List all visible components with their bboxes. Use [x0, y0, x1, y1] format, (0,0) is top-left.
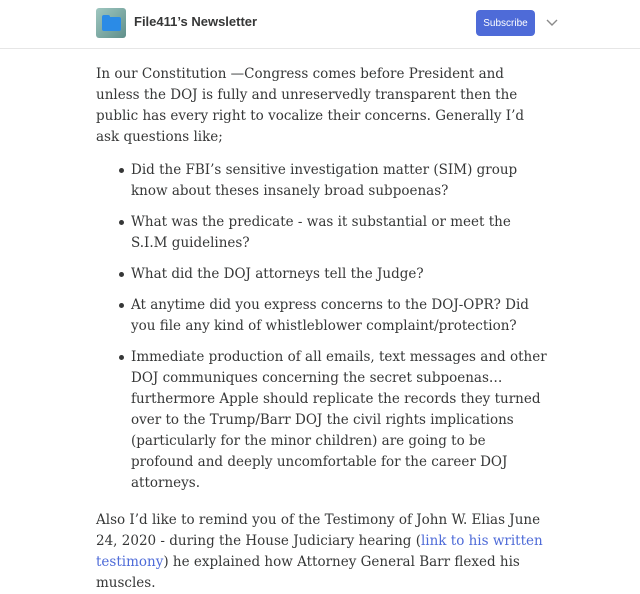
newsletter-header	[0, 0, 640, 49]
list-item: Immediate production of all emails, text messages and other DOJ communiques concerning the secret subpoenas… furthermore Apple should replicate the records they turned over to the Trump/Barr DOJ the civil rights implications (particularly for the minor children) are going to be profound and deeply uncomfortable for the career DOJ attorneys.	[96, 347, 548, 494]
chevron-down-icon[interactable]	[545, 15, 559, 29]
newsletter-title[interactable]: File411’s Newsletter	[134, 14, 258, 29]
bullet-icon	[119, 220, 124, 225]
intro-paragraph: In our Constitution —Congress comes before President and unless the DOJ is fully and unreservedly transparent then the public has every right to vocalize their concerns. Generally I’d ask questions like;	[96, 66, 525, 145]
list-item: Did the FBI’s sensitive investigation matter (SIM) group know about theses insanely broad subpoenas?	[96, 160, 548, 202]
list-item: What did the DOJ attorneys tell the Judge?	[96, 264, 548, 285]
subscribe-button[interactable]: Subscribe	[476, 10, 535, 36]
folder-icon[interactable]	[96, 8, 126, 38]
bullet-icon	[119, 303, 124, 308]
bullet-icon	[119, 168, 124, 173]
list-item: What was the predicate - was it substantial or meet the S.I.M guidelines?	[96, 212, 548, 254]
bullet-icon	[119, 355, 124, 360]
testimony-link[interactable]: link to his written testimony	[96, 533, 543, 570]
list-item: At anytime did you express concerns to the DOJ-OPR? Did you file any kind of whistleblower complaint/protection?	[96, 295, 548, 337]
question-list	[96, 160, 548, 494]
article-body	[96, 64, 548, 594]
closing-paragraph: Also I’d like to remind you of the Testimony of John W. Elias June 24, 2020 - during the House Judiciary hearing (link to his written testimony) he explained how Attorney General Barr flexed his muscles.	[96, 512, 543, 591]
bullet-icon	[119, 272, 124, 277]
